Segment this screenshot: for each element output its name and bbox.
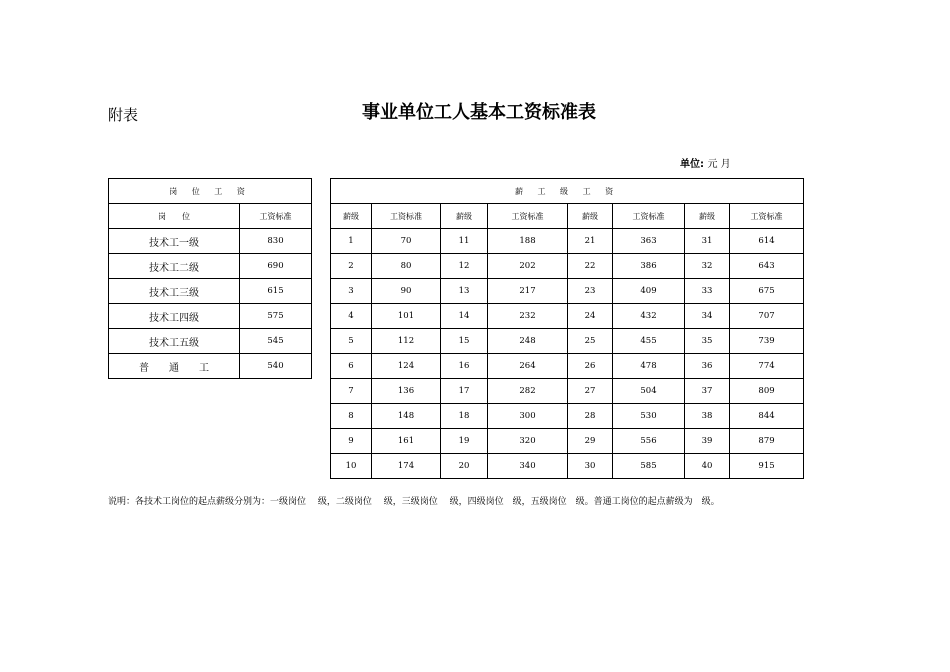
grade-cell: 35 <box>685 329 730 354</box>
grade-cell: 40 <box>685 454 730 479</box>
table-row <box>331 279 804 304</box>
grade-standard-cell: 556 <box>613 429 685 454</box>
col-header-standard: 工资标准 <box>240 204 312 229</box>
post-name-cell: 技术工二级 <box>109 254 240 279</box>
grade-standard-cell: 386 <box>613 254 685 279</box>
post-name-cell: 技术工五级 <box>109 329 240 354</box>
grade-cell: 33 <box>685 279 730 304</box>
table-row <box>331 229 804 254</box>
grade-cell: 23 <box>568 279 613 304</box>
col-header-grade: 薪级 <box>568 204 613 229</box>
grade-standard-cell: 300 <box>488 404 568 429</box>
grade-standard-cell: 101 <box>372 304 441 329</box>
grade-standard-cell: 915 <box>730 454 804 479</box>
grade-cell: 17 <box>441 379 488 404</box>
grade-standard-cell: 124 <box>372 354 441 379</box>
col-header-grade-standard: 工资标准 <box>488 204 568 229</box>
table-row <box>331 454 804 479</box>
grade-cell: 2 <box>331 254 372 279</box>
grade-standard-cell: 80 <box>372 254 441 279</box>
grade-cell: 4 <box>331 304 372 329</box>
grade-cell: 14 <box>441 304 488 329</box>
footnote: 说明：各技术工岗位的起点薪级分别为：一级岗位 级，二级岗位 级，三级岗位 级，四级岗位 级，五级岗位 级。普通工岗位的起点薪级为 级。 <box>108 497 720 507</box>
post-name-cell: 技术工四级 <box>109 304 240 329</box>
grade-cell: 29 <box>568 429 613 454</box>
grade-standard-cell: 478 <box>613 354 685 379</box>
post-name-cell: 技术工一级 <box>109 229 240 254</box>
grade-standard-cell: 504 <box>613 379 685 404</box>
grade-cell: 22 <box>568 254 613 279</box>
col-header-grade-standard: 工资标准 <box>613 204 685 229</box>
table-row <box>331 329 804 354</box>
post-standard-cell: 830 <box>240 229 312 254</box>
grade-standard-cell: 264 <box>488 354 568 379</box>
grade-cell: 11 <box>441 229 488 254</box>
grade-standard-cell: 585 <box>613 454 685 479</box>
grade-standard-cell: 707 <box>730 304 804 329</box>
grade-cell: 6 <box>331 354 372 379</box>
grade-cell: 15 <box>441 329 488 354</box>
grade-cell: 10 <box>331 454 372 479</box>
grade-standard-cell: 340 <box>488 454 568 479</box>
grade-standard-cell: 774 <box>730 354 804 379</box>
grade-standard-cell: 643 <box>730 254 804 279</box>
post-standard-cell: 690 <box>240 254 312 279</box>
grade-standard-cell: 70 <box>372 229 441 254</box>
table-row <box>109 229 312 254</box>
grade-standard-cell: 844 <box>730 404 804 429</box>
grade-cell: 38 <box>685 404 730 429</box>
grade-standard-cell: 809 <box>730 379 804 404</box>
grade-cell: 18 <box>441 404 488 429</box>
table-row <box>109 329 312 354</box>
grade-cell: 32 <box>685 254 730 279</box>
grade-standard-cell: 879 <box>730 429 804 454</box>
grade-standard-cell: 409 <box>613 279 685 304</box>
grade-cell: 30 <box>568 454 613 479</box>
table-row <box>331 354 804 379</box>
table-row <box>109 354 312 379</box>
page-title: 事业单位工人基本工资标准表 <box>362 102 596 123</box>
post-name-cell: 普 通 工 <box>109 354 240 379</box>
grade-standard-cell: 282 <box>488 379 568 404</box>
table-row <box>109 279 312 304</box>
post-standard-cell: 545 <box>240 329 312 354</box>
col-header-post: 岗 位 <box>109 204 240 229</box>
grade-table-column-header-row <box>331 204 804 229</box>
col-header-grade: 薪级 <box>441 204 488 229</box>
grade-cell: 5 <box>331 329 372 354</box>
table-row <box>109 304 312 329</box>
col-header-grade-standard: 工资标准 <box>730 204 804 229</box>
grade-standard-cell: 363 <box>613 229 685 254</box>
grade-cell: 27 <box>568 379 613 404</box>
grade-table-group-header: 薪 工 级 工 资 <box>331 179 804 204</box>
grade-standard-cell: 614 <box>730 229 804 254</box>
grade-cell: 21 <box>568 229 613 254</box>
grade-cell: 16 <box>441 354 488 379</box>
table-row <box>331 254 804 279</box>
grade-cell: 26 <box>568 354 613 379</box>
table-row <box>331 379 804 404</box>
unit-label <box>680 155 731 170</box>
grade-standard-cell: 530 <box>613 404 685 429</box>
grade-cell: 3 <box>331 279 372 304</box>
grade-cell: 1 <box>331 229 372 254</box>
grade-standard-cell: 320 <box>488 429 568 454</box>
grade-standard-cell: 202 <box>488 254 568 279</box>
grade-standard-cell: 188 <box>488 229 568 254</box>
grade-cell: 24 <box>568 304 613 329</box>
grade-standard-cell: 217 <box>488 279 568 304</box>
grade-standard-cell: 90 <box>372 279 441 304</box>
grade-cell: 8 <box>331 404 372 429</box>
table-row <box>331 429 804 454</box>
grade-cell: 19 <box>441 429 488 454</box>
table-row <box>331 404 804 429</box>
grade-cell: 9 <box>331 429 372 454</box>
table-row <box>109 254 312 279</box>
grade-standard-cell: 136 <box>372 379 441 404</box>
grade-standard-cell: 248 <box>488 329 568 354</box>
grade-cell: 25 <box>568 329 613 354</box>
grade-cell: 31 <box>685 229 730 254</box>
grade-standard-cell: 675 <box>730 279 804 304</box>
table-row <box>331 304 804 329</box>
post-table-column-header-row <box>109 204 312 229</box>
post-standard-cell: 540 <box>240 354 312 379</box>
post-salary-table <box>108 178 312 379</box>
grade-cell: 13 <box>441 279 488 304</box>
unit-value: 元 月 <box>707 159 731 170</box>
post-table-group-header: 岗 位 工 资 <box>109 179 312 204</box>
grade-cell: 34 <box>685 304 730 329</box>
grade-table-group-header-row <box>331 179 804 204</box>
grade-cell: 39 <box>685 429 730 454</box>
post-standard-cell: 615 <box>240 279 312 304</box>
grade-standard-cell: 148 <box>372 404 441 429</box>
post-table-group-header-row <box>109 179 312 204</box>
grade-standard-cell: 432 <box>613 304 685 329</box>
appendix-label: 附表 <box>108 106 139 124</box>
grade-standard-cell: 232 <box>488 304 568 329</box>
col-header-grade-standard: 工资标准 <box>372 204 441 229</box>
grade-standard-cell: 112 <box>372 329 441 354</box>
col-header-grade: 薪级 <box>331 204 372 229</box>
post-name-cell: 技术工三级 <box>109 279 240 304</box>
grade-cell: 7 <box>331 379 372 404</box>
grade-standard-cell: 174 <box>372 454 441 479</box>
grade-cell: 28 <box>568 404 613 429</box>
grade-cell: 20 <box>441 454 488 479</box>
grade-salary-table <box>330 178 804 479</box>
grade-standard-cell: 455 <box>613 329 685 354</box>
grade-standard-cell: 161 <box>372 429 441 454</box>
unit-label-text: 单位: <box>680 159 704 170</box>
grade-standard-cell: 739 <box>730 329 804 354</box>
col-header-grade: 薪级 <box>685 204 730 229</box>
grade-cell: 12 <box>441 254 488 279</box>
grade-cell: 36 <box>685 354 730 379</box>
post-standard-cell: 575 <box>240 304 312 329</box>
grade-cell: 37 <box>685 379 730 404</box>
